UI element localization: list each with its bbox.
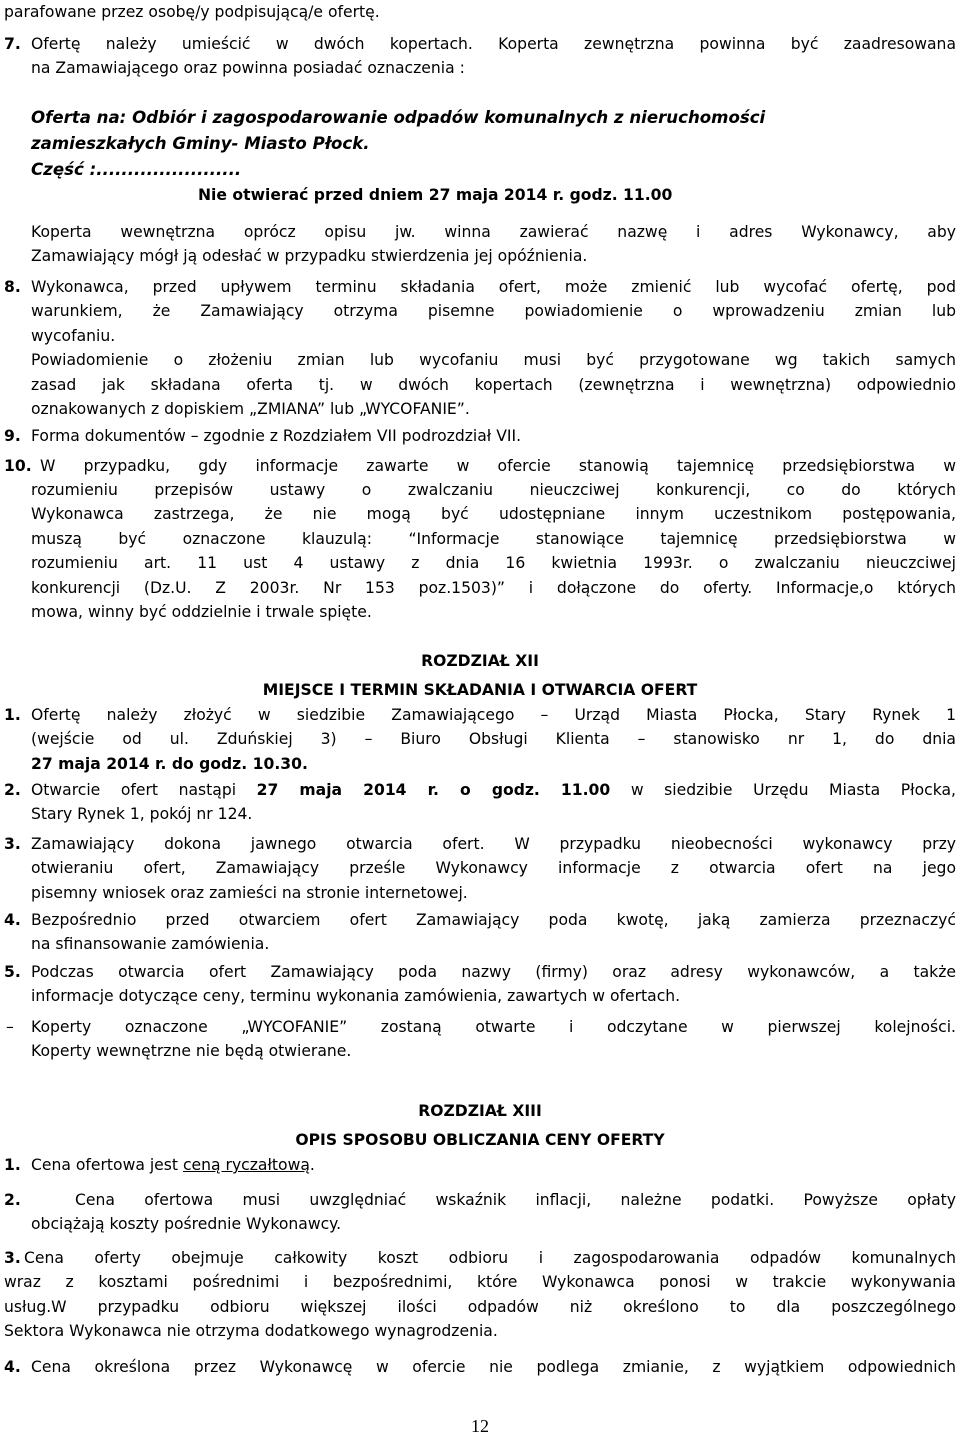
dash-bullet: – (6, 1018, 14, 1036)
r13-item-4: Cena określona przez Wykonawcę w ofercie nie podlega zmianie, z wyjątkiem odpowiednich (31, 1358, 956, 1376)
r12-item-number-1: 1. (4, 706, 21, 724)
item-number-7: 7. (4, 35, 21, 53)
item-number-10: 10. (4, 457, 32, 475)
r13-item-number-3: 3. (4, 1249, 21, 1267)
r13-item-3: Cena oferty obejmuje całkowity koszt odbioru i zagospodarowania odpadów komunalnych wraz z kosztami pośrednimi i bezpośrednimi, które Wykonawca ponosi w trakcie wykonywania usług.W przypadku odbioru większej ilości odpadów niż określono to dla poszczególnego Sektora Wykonawca nie otrzyma dodatkowego wynagrodzenia. (4, 1249, 956, 1341)
r12-item-number-2: 2. (4, 781, 21, 799)
chapter-subtitle-xiii: OPIS SPOSOBU OBLICZANIA CENY OFERTY (295, 1131, 665, 1149)
paragraph-item-10-first: W przypadku, gdy informacje zawarte w ofercie stanowią tajemnicę przedsiębiorstwa w (40, 457, 956, 475)
paragraph-line: parafowane przez osobę/y podpisującą/e ofertę. (4, 3, 380, 21)
paragraph-item-10: rozumieniu przepisów ustawy o zwalczaniu nieuczciwej konkurencji, co do których Wykonawca zastrzega, że nie mogą być udostępniane innym uczestnikom postępowania, muszą być oznaczone klauzulą: “Informacje stanowiące tajemnicę przedsiębiorstwa w rozumieniu art. 11 ust 4 ustawy z dnia 16 kwietnia 1993r. o zwalczaniu nieuczciwej konkurencji (Dz.U. Z 2003r. Nr 153 poz.1503)” i dołączone do oferty. Informacje,o których mowa, winny być oddzielnie i trwale spięte. (31, 481, 956, 622)
do-not-open-notice: Nie otwierać przed dniem 27 maja 2014 r. godz. 11.00 (198, 186, 673, 204)
r12-item-5: Podczas otwarcia ofert Zamawiający poda nazwy (firmy) oraz adresy wykonawców, a także informacje dotyczące ceny, terminu wykonania zamówienia, zawartych w ofertach. (31, 963, 956, 1006)
r12-item-number-3: 3. (4, 835, 21, 853)
item-number-8: 8. (4, 278, 21, 296)
chapter-title-xii: ROZDZIAŁ XII (421, 652, 539, 670)
paragraph-item-7: Ofertę należy umieścić w dwóch kopertach. Koperta zewnętrzna powinna być zaadresowana na Zamawiającego oraz powinna posiadać oznaczenia : (31, 35, 956, 78)
chapter-title-xiii: ROZDZIAŁ XIII (418, 1102, 542, 1120)
r13-item-number-4: 4. (4, 1358, 21, 1376)
r12-item-1: Ofertę należy złożyć w siedzibie Zamawiającego – Urząd Miasta Płocka, Stary Rynek 1 (wejście od ul. Zduńskiej 3) – Biuro Obsługi Klienta – stanowisko nr 1, do dnia 27 maja 2014 r. do godz. 10.30. (31, 706, 956, 773)
r13-item-number-1: 1. (4, 1156, 21, 1174)
page-number: 12 (471, 1416, 489, 1436)
r12-item-number-4: 4. (4, 911, 21, 929)
r13-item-2: Cena ofertowa musi uwzględniać wskaźnik inflacji, należne podatki. Powyższe opłaty obciążają koszty pośrednie Wykonawcy. (31, 1191, 956, 1234)
item-number-9: 9. (4, 427, 21, 445)
envelope-label: Oferta na: Odbiór i zagospodarowanie odpadów komunalnych z nieruchomości zamieszkałych Gminy- Miasto Płock. Część :....................... (31, 108, 766, 179)
r13-item-1: Cena ofertowa jest ceną ryczałtową. (31, 1156, 315, 1174)
r12-item-4: Bezpośrednio przed otwarciem ofert Zamawiający poda kwotę, jaką zamierza przeznaczyć na sfinansowanie zamówienia. (31, 911, 956, 954)
paragraph-item-9: Forma dokumentów – zgodnie z Rozdziałem VII podrozdział VII. (31, 427, 522, 445)
inner-envelope-paragraph: Koperta wewnętrzna oprócz opisu jw. winna zawierać nazwę i adres Wykonawcy, aby Zamawiający mógł ją odesłać w przypadku stwierdzenia jej opóźnienia. (31, 223, 956, 266)
paragraph-item-8: Wykonawca, przed upływem terminu składania ofert, może zmienić lub wycofać ofertę, pod warunkiem, że Zamawiający otrzyma pisemne powiadomienie o wprowadzeniu zmian lub wycofaniu. Powiadomienie o złożeniu zmian lub wycofaniu musi być przygotowane wg takich samych zasad jak składana oferta tj. w dwóch kopertach (zewnętrzna i wewnętrzna) odpowiednio oznakowanych z dopiskiem „ZMIANA” lub „WYCOFANIE”. (31, 278, 956, 419)
r13-item-number-2: 2. (4, 1191, 21, 1209)
chapter-subtitle-xii: MIEJSCE I TERMIN SKŁADANIA I OTWARCIA OFERT (262, 681, 698, 699)
r12-item-2: Otwarcie ofert nastąpi 27 maja 2014 r. o godz. 11.00 w siedzibie Urzędu Miasta Płocka, Stary Rynek 1, pokój nr 124. (31, 781, 956, 824)
r12-dash-item: Koperty oznaczone „WYCOFANIE” zostaną otwarte i odczytane w pierwszej kolejności. Koperty wewnętrzne nie będą otwierane. (31, 1018, 956, 1061)
r12-item-3: Zamawiający dokona jawnego otwarcia ofert. W przypadku nieobecności wykonawcy przy otwieraniu ofert, Zamawiający prześle Wykonawcy informacje z otwarcia ofert na jego pisemny wniosek oraz zamieści na stronie internetowej. (31, 835, 956, 902)
r12-item-number-5: 5. (4, 963, 21, 981)
